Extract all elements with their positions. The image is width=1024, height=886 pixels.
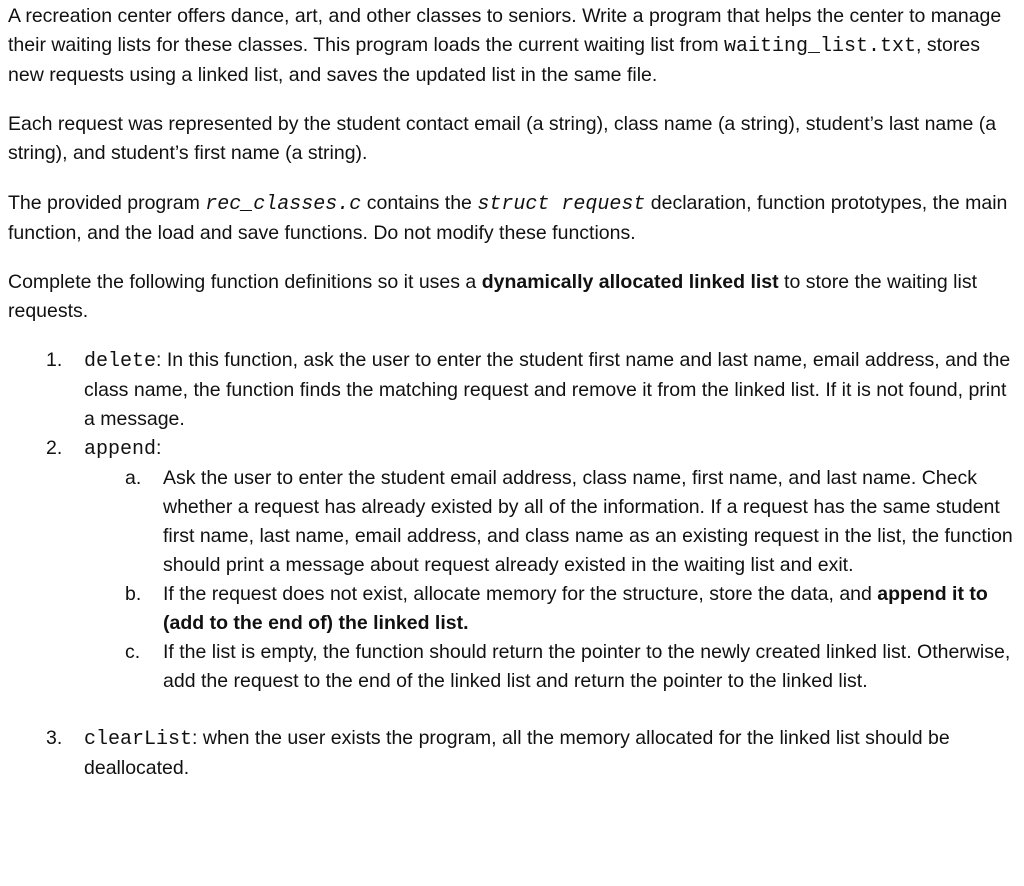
sub-item-a-text: Ask the user to enter the student email address, class name, first name, and last name. Check whether a request has already existed by all of the information. If a request has the same student first name, last name, email address, and class name as an existing request in the list, the function should print a message about request already existed in the waiting list and exit.: [163, 467, 1013, 576]
function-name-append: append: [84, 438, 157, 461]
intro-text-a: A recreation center offers dance, art, and other classes to seniors. Write a program that helps the center to manage their waiting lists for these classes. This program loads the current waiting list from: [8, 5, 1002, 56]
provided-program-paragraph: [8, 189, 1018, 248]
sub-item-c-text: If the list is empty, the function should return the pointer to the newly created linked list. Otherwise, add the request to the end of the linked list and return the pointer to the linked list.: [163, 641, 1011, 692]
sub-item-b: [8, 580, 1018, 638]
sub-item-a: [8, 464, 1018, 580]
list-number: 1.: [46, 349, 63, 371]
list-number: 3.: [46, 727, 63, 749]
list-item-delete: [8, 346, 1018, 434]
sub-letter: c.: [125, 641, 141, 663]
program-filename: rec_classes.c: [205, 193, 362, 216]
provided-text-a: The provided program: [8, 192, 206, 214]
append-colon: :: [156, 437, 162, 459]
instructions-text-a: Complete the following function definitions so it uses a: [8, 271, 482, 293]
append-emphasis: append it to (add to the end of) the linked list.: [163, 583, 988, 634]
function-name-delete: delete: [84, 350, 157, 373]
linked-list-emphasis: dynamically allocated linked list: [481, 271, 779, 293]
instructions-paragraph: [8, 268, 1018, 326]
sub-letter: b.: [125, 583, 142, 605]
function-name-clearlist: clearList: [84, 728, 193, 751]
struct-name: struct request: [477, 193, 646, 216]
provided-text-b: contains the: [361, 192, 478, 214]
sub-item-b-text: If the request does not exist, allocate memory for the structure, store the data, and: [163, 583, 878, 605]
delete-description: : In this function, ask the user to enter the student first name and last name, email address, and the class name, the function finds the matching request and remove it from the linked list. If it is not found, print a message.: [84, 349, 1011, 430]
provided-text-c: declaration, function prototypes, the main function, and the load and save functions. Do not modify these functions.: [8, 192, 1008, 244]
waiting-list-filename: waiting_list.txt: [724, 35, 917, 58]
request-description-paragraph: Each request was represented by the student contact email (a string), class name (a string), student’s last name (a string), and student’s first name (a string).: [8, 113, 997, 164]
instructions-text-b: to store the waiting list requests.: [8, 271, 977, 322]
sub-letter: a.: [125, 467, 142, 489]
intro-paragraph: [8, 2, 1018, 90]
list-number: 2.: [46, 437, 63, 459]
clearlist-description: : when the user exists the program, all the memory allocated for the linked list should be deallocated.: [84, 727, 950, 779]
sub-item-c: [8, 638, 1018, 696]
intro-text-b: , stores new requests using a linked list, and saves the updated list in the same file.: [8, 34, 980, 86]
list-item-append: [8, 434, 1018, 464]
list-item-clearlist: [8, 724, 1018, 783]
